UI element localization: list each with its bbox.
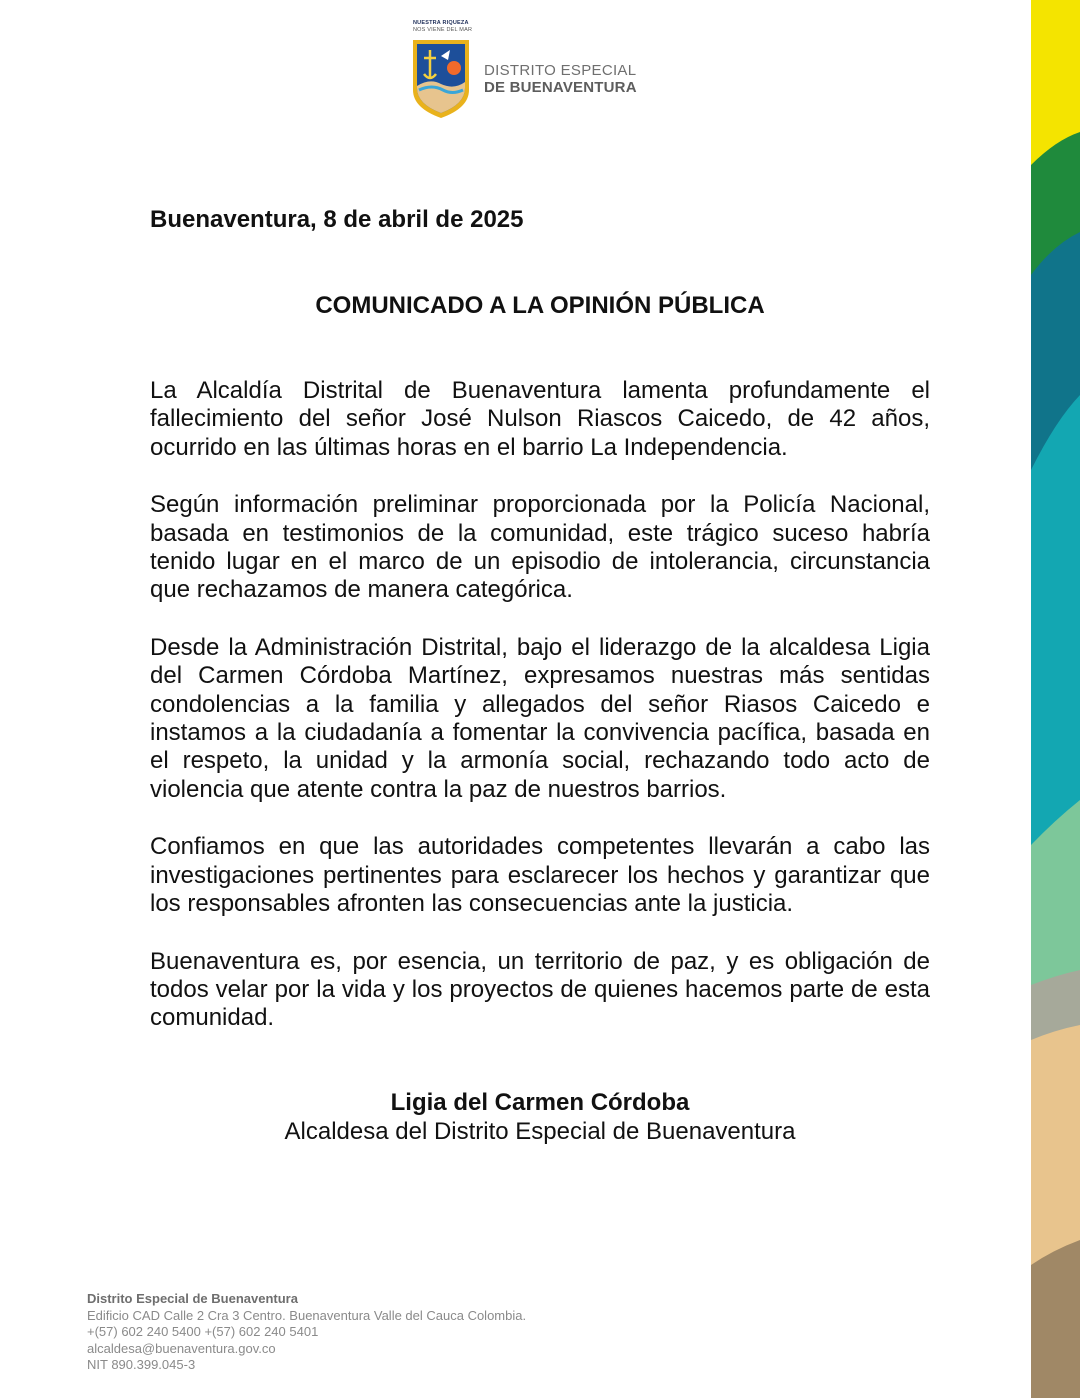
motto-line-2: NOS VIENE DEL MAR — [413, 27, 473, 33]
signature-name: Ligia del Carmen Córdoba — [390, 1089, 690, 1116]
footer-email[interactable]: alcaldesa@buenaventura.gov.co — [87, 1340, 276, 1356]
paragraph-5: Buenaventura es, por esencia, un territorio de paz, y es obligación de todos velar por la vida y los proyectos de quienes hacemos parte de esta comunidad. — [150, 947, 930, 1032]
paragraph-4: Confiamos en que las autoridades competentes llevarán a cabo las investigaciones pertinentes para esclarecer los hechos y garantizar que los responsables afronten las consecuencias ante la justicia. — [150, 833, 930, 918]
paragraph-3: Desde la Administración Distrital, bajo el liderazgo de la alcaldesa Ligia del Carmen Córdoba Martínez, expresamos nuestras más sentidas condolencias a la familia y allegados del señor Riasos Caicedo e instamos a la ciudadanía a fomentar la convivencia pacífica, basada en el respeto, la unidad y la armonía social, rechazando todo acto de violencia que atente contra la paz de nuestros barrios. — [150, 633, 930, 803]
signature-role: Alcaldesa del Distrito Especial de Buenaventura — [284, 1118, 796, 1145]
letter-title: COMUNICADO A LA OPINIÓN PÚBLICA — [315, 292, 765, 319]
brand-line-1: DISTRITO ESPECIAL — [484, 62, 637, 79]
coat-of-arms-icon — [410, 38, 472, 120]
brand-wordmark — [484, 62, 637, 96]
footer-nit: NIT 890.399.045-3 — [87, 1357, 196, 1372]
decorative-color-stripe — [1031, 0, 1080, 1398]
brand-line-2: DE BUENAVENTURA — [484, 79, 637, 96]
paragraph-1: La Alcaldía Distrital de Buenaventura lamenta profundamente el fallecimiento del señor José Nulson Riascos Caicedo, de 42 años, ocurrido en las últimas horas en el barrio La Independencia. — [150, 377, 930, 461]
header-logo — [410, 18, 650, 122]
footer-contact — [87, 1291, 526, 1374]
footer-org: Distrito Especial de Buenaventura — [87, 1291, 298, 1306]
motto — [413, 20, 472, 34]
paragraph-2: Según información preliminar proporcionada por la Policía Nacional, basada en testimonios de la comunidad, este trágico suceso habría tenido lugar en el marco de un episodio de intolerancia, circunstancia que rechazamos de manera categórica. — [150, 491, 930, 604]
footer-phones: +(57) 602 240 5400 +(57) 602 240 5401 — [87, 1324, 319, 1339]
letter-body — [150, 377, 930, 1062]
signature-block — [150, 1088, 930, 1146]
letter-date: Buenaventura, 8 de abril de 2025 — [150, 206, 524, 233]
stripe-band-brown — [1031, 1240, 1080, 1398]
motto-line-1: NUESTRA RIQUEZA — [413, 20, 469, 26]
footer-address: Edificio CAD Calle 2 Cra 3 Centro. Buenaventura Valle del Cauca Colombia. — [87, 1307, 527, 1323]
